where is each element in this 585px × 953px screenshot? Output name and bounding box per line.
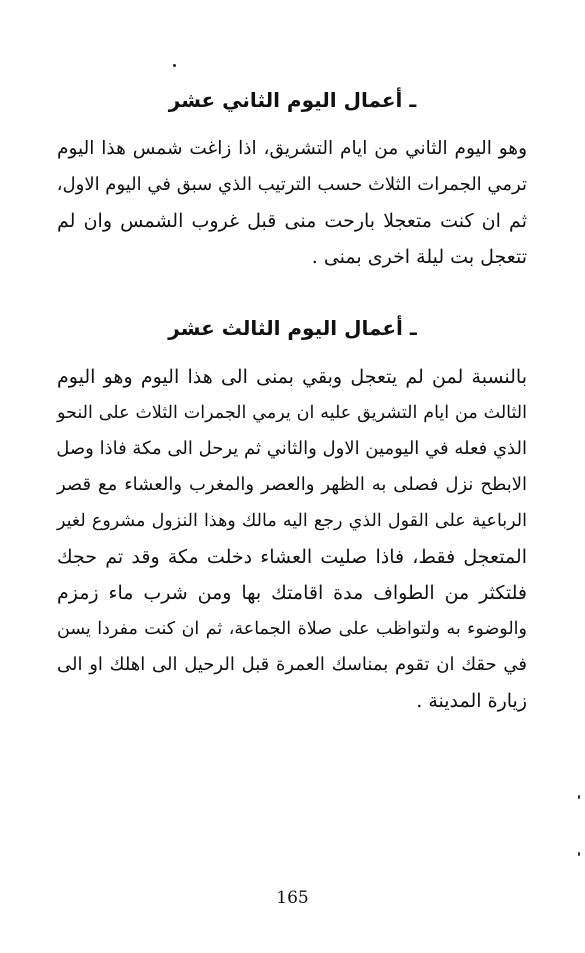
paragraph-line: في حقك ان تقوم بمناسك العمرة قبل الرحيل الى اهلك او الى [57,654,527,675]
paragraph-line: الابطح نزل فصلى به الظهر والعصر والمغرب والعشاء مع قصر [57,474,527,495]
paragraph-line: ترمي الجمرات الثلاث حسب الترتيب الذي سبق في اليوم الاول، [56,174,527,195]
paragraph-line: ثم ان كنت متعجلا بارحت منى قبل غروب الشمس وان لم [57,210,527,232]
paragraph-day-12 [57,131,527,275]
section-heading-day-13: ـ أعمال اليوم الثالث عشر [168,316,417,340]
ink-speck [578,852,580,856]
paragraph-line: فلتكثر من الطواف مدة اقامتك بها ومن شرب ماء زمزم [57,582,527,604]
paragraph-line: بالنسبة لمن لم يتعجل وبقي بمنى الى هذا اليوم وهو اليوم [57,366,527,388]
paragraph-line: المتعجل فقط، فاذا صليت العشاء دخلت مكة وقد تم حجك [57,546,527,568]
paragraph-line: وهو اليوم الثاني من ايام التشريق، اذا زاغت شمس هذا اليوم [57,138,527,159]
ink-speck [173,64,176,67]
paragraph-line: الذي فعله في اليومين الاول والثاني ثم يرحل الى مكة فاذا وصل [56,438,527,459]
section-heading-day-12: ـ أعمال اليوم الثاني عشر [168,88,417,112]
page-number: 165 [276,888,309,908]
paragraph-line: والوضوء به ولتواظب على صلاة الجماعة، ثم ان كنت مفردا يسن [57,619,527,639]
paragraph-line: تتعجل بت ليلة اخرى بمنى . [311,246,527,268]
paragraph-line: الثالث من ايام التشريق عليه ان يرمي الجمرات الثلاث على النحو [57,403,527,423]
paragraph-line: زيارة المدينة . [416,690,527,712]
paragraph-line: الرباعية على القول الذي رجع اليه مالك وهذا النزول مشروع لغير [57,511,527,531]
ink-speck [578,795,580,799]
paragraph-day-13 [57,359,527,719]
